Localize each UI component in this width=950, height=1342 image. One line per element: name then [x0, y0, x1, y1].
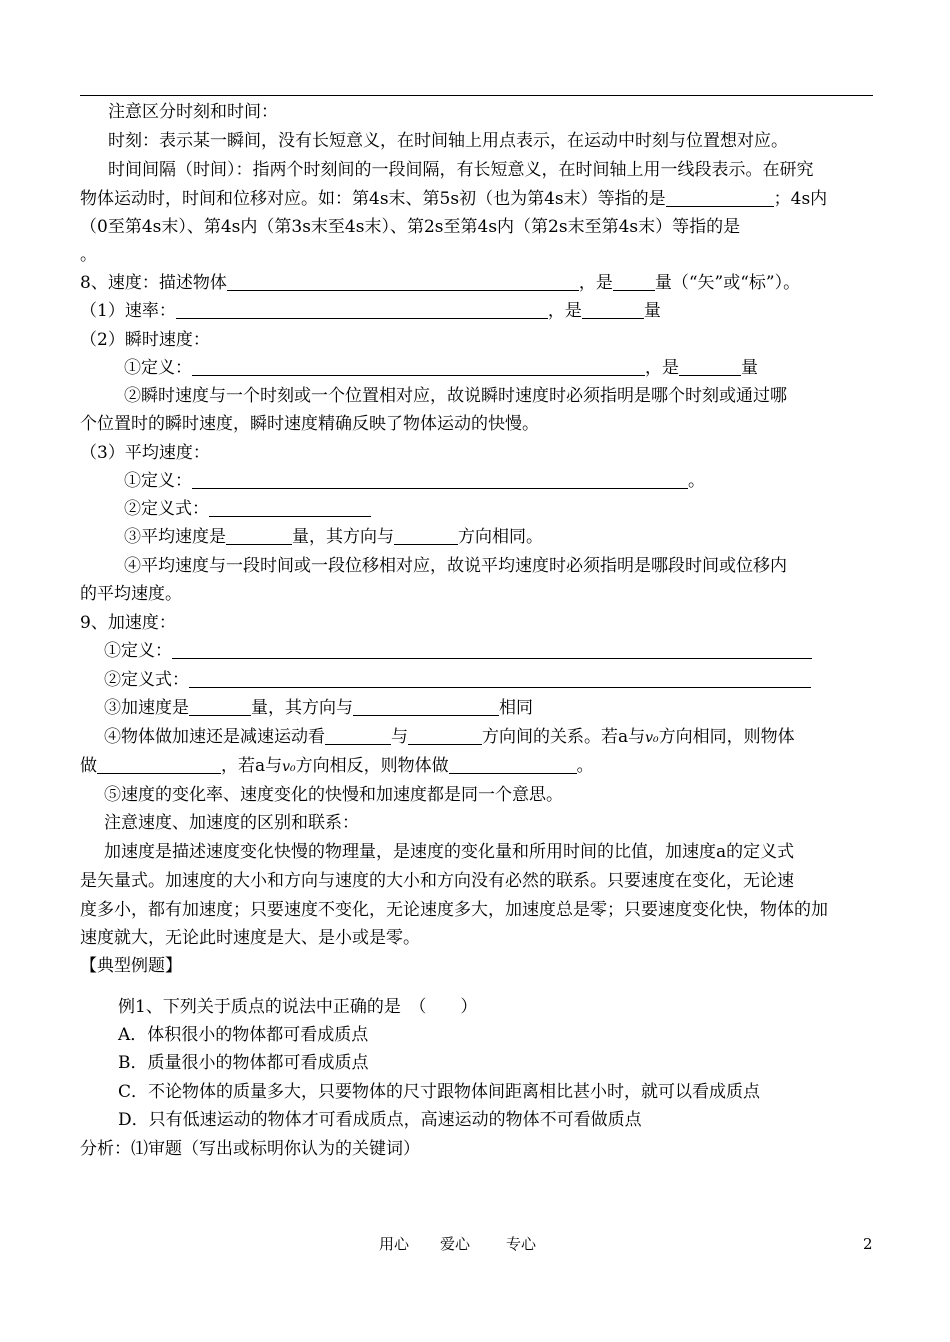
- text-line: （2）瞬时速度：: [80, 330, 210, 350]
- text-line: 个位置时的瞬时速度，瞬时速度精确反映了物体运动的快慢。: [80, 414, 539, 434]
- fill-blank[interactable]: [192, 472, 688, 489]
- text-line: ②瞬时速度与一个时刻或一个位置相对应，故说瞬时速度时必须指明是哪个时刻或通过哪: [124, 386, 787, 406]
- option-b: B．质量很小的物体都可看成质点: [118, 1053, 369, 1073]
- page-number: 2: [863, 1235, 873, 1253]
- fill-blank[interactable]: [679, 359, 741, 376]
- text-line: 。: [80, 245, 97, 265]
- text-line: ①定义： 。: [124, 471, 705, 491]
- footer-motto: 爱心: [440, 1235, 471, 1253]
- text-line: ③加速度是 量，其方向与 相同: [104, 698, 533, 718]
- option-d: D．只有低速运动的物体才可看成质点，高速运动的物体不可看做质点: [118, 1110, 642, 1130]
- footer-motto: 用心: [379, 1235, 410, 1253]
- fill-blank[interactable]: [192, 359, 645, 376]
- text-line: ②定义式：: [124, 498, 917, 520]
- section-heading: 【典型例题】: [80, 956, 182, 976]
- fill-blank[interactable]: [189, 699, 251, 716]
- question-stem: 例1、下列关于质点的说法中正确的是 （ ）: [118, 997, 478, 1017]
- text-line: ①定义：: [104, 640, 897, 662]
- text-line: 是矢量式。加速度的大小和方向与速度的大小和方向没有必然的联系。只要速度在变化，无论速: [80, 871, 794, 891]
- text-line: 加速度是描述速度变化快慢的物理量，是速度的变化量和所用时间的比值，加速度a的定义式: [104, 842, 795, 862]
- text-line: ②定义式：: [104, 669, 897, 691]
- fill-blank[interactable]: [226, 528, 292, 545]
- text-line: ③平均速度是 量，其方向与 方向相同。: [124, 527, 543, 547]
- fill-blank[interactable]: [227, 274, 579, 291]
- text-line: 时刻：表示某一瞬间，没有长短意义，在时间轴上用点表示，在运动中时刻与位置想对应。: [108, 131, 788, 151]
- text-line: ④物体做加速还是减速运动看 与 方向间的关系。若a与v₀方向相同，则物体: [104, 727, 795, 747]
- text-line: 做 ，若a与v₀方向相反，则物体做 。: [80, 756, 594, 776]
- fill-blank[interactable]: [582, 302, 644, 319]
- fill-blank[interactable]: [449, 757, 577, 774]
- option-c: C．不论物体的质量多大，只要物体的尺寸跟物体间距离相比甚小时，就可以看成质点: [118, 1082, 761, 1102]
- fill-blank[interactable]: [325, 728, 391, 745]
- text-line: 速度就大，无论此时速度是大、是小或是零。: [80, 928, 420, 948]
- footer-motto: 专心: [506, 1235, 537, 1253]
- text-line: （0至第4s末）、第4s内（第3s末至4s末）、第2s至第4s内（第2s末至第4s末）等指的是: [80, 217, 741, 237]
- text-line: 注意速度、加速度的区别和联系：: [104, 813, 359, 833]
- text-line: 时间间隔（时间）：指两个时刻间的一段间隔，有长短意义，在时间轴上用一线段表示。在研究: [108, 160, 814, 180]
- text-line: ④平均速度与一段时间或一段位移相对应，故说平均速度时必须指明是哪段时间或位移内: [124, 556, 787, 576]
- text-line: 物体运动时，时间和位移对应。如：第4s末、第5s初（也为第4s末）等指的是 ；4s内: [80, 189, 828, 209]
- fill-blank[interactable]: [666, 190, 774, 207]
- analysis-prompt: 分析：⑴审题（写出或标明你认为的关键词）: [80, 1139, 420, 1159]
- option-a: A．体积很小的物体都可看成质点: [118, 1025, 369, 1045]
- text-line: 的平均速度。: [80, 584, 182, 604]
- fill-blank[interactable]: [176, 302, 548, 319]
- text-line: ①定义： ，是 量: [124, 358, 758, 378]
- text-line: 8、速度：描述物体 ，是 量（“矢”或“标”）。: [80, 273, 801, 293]
- text-line: 度多小，都有加速度；只要速度不变化，无论速度多大，加速度总是零；只要速度变化快，物体的加: [80, 900, 828, 920]
- fill-blank[interactable]: [408, 728, 482, 745]
- text-line: ⑤速度的变化率、速度变化的快慢和加速度都是同一个意思。: [104, 785, 563, 805]
- text-line: 注意区分时刻和时间：: [108, 102, 278, 122]
- text-line: 9、加速度：: [80, 613, 176, 633]
- fill-blank[interactable]: [97, 757, 221, 774]
- fill-blank[interactable]: [189, 671, 811, 688]
- fill-blank[interactable]: [394, 528, 458, 545]
- text-line: （1）速率： ，是 量: [80, 301, 661, 321]
- fill-blank[interactable]: [172, 642, 812, 659]
- fill-blank[interactable]: [209, 500, 371, 517]
- fill-blank[interactable]: [613, 274, 655, 291]
- text-line: （3）平均速度：: [80, 443, 210, 463]
- header-rule: [80, 95, 873, 96]
- fill-blank[interactable]: [353, 699, 499, 716]
